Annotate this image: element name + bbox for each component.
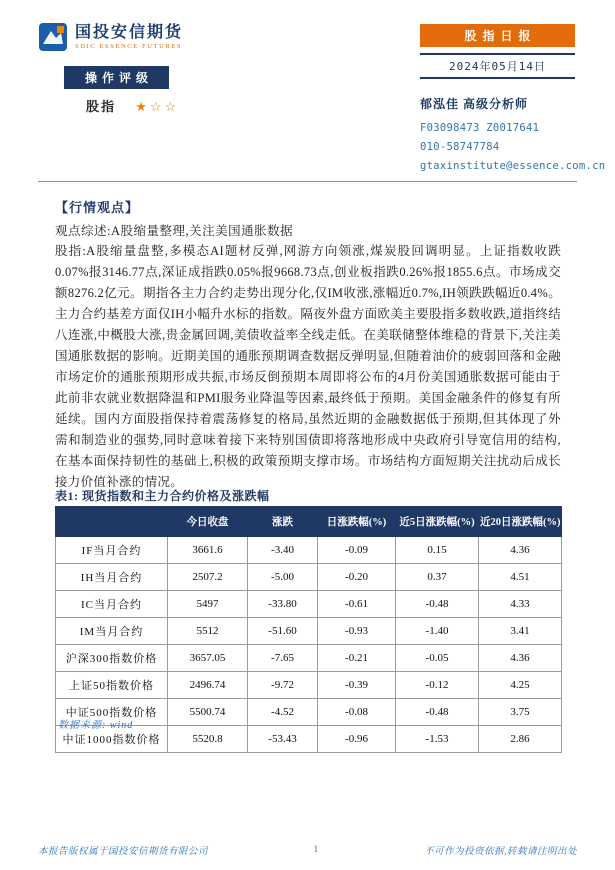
footer-page-number: 1 — [313, 845, 319, 855]
value-cell: 4.25 — [479, 672, 562, 699]
value-cell: 3657.05 — [168, 645, 248, 672]
report-date: 2024年05月14日 — [420, 53, 575, 79]
row-label-cell: 沪深300指数价格 — [56, 645, 168, 672]
table-header-cell: 今日收盘 — [168, 507, 248, 537]
table-row — [56, 564, 562, 591]
value-cell: 4.51 — [479, 564, 562, 591]
report-type-banner: 股指日报 — [420, 24, 575, 47]
rating-item-label: 股指 — [86, 99, 117, 114]
value-cell: -4.52 — [248, 699, 318, 726]
value-cell: -0.08 — [318, 699, 396, 726]
value-cell: -7.65 — [248, 645, 318, 672]
value-cell: -9.72 — [248, 672, 318, 699]
value-cell: -0.48 — [396, 699, 479, 726]
analyst-codes: F03098473 Z0017641 — [420, 122, 540, 134]
table-row — [56, 645, 562, 672]
value-cell: -0.48 — [396, 591, 479, 618]
row-label-cell: IH当月合约 — [56, 564, 168, 591]
value-cell: 5512 — [168, 618, 248, 645]
value-cell: 5520.8 — [168, 726, 248, 753]
value-cell: -1.53 — [396, 726, 479, 753]
table-corner-cell — [56, 507, 168, 537]
section-title: 【行情观点】 — [55, 200, 140, 215]
footer-copyright: 本报告版权属于国投安信期货有限公司 — [38, 847, 209, 857]
brand-name: 国投安信期货 — [75, 23, 184, 41]
row-label-cell: IC当月合约 — [56, 591, 168, 618]
value-cell: -53.43 — [248, 726, 318, 753]
value-cell: 5500.74 — [168, 699, 248, 726]
analyst-email: gtaxinstitute@essence.com.cn — [420, 160, 606, 172]
rating-stars: ★☆☆ — [135, 99, 180, 114]
value-cell: 2507.2 — [168, 564, 248, 591]
value-cell: 5497 — [168, 591, 248, 618]
brand — [38, 22, 183, 52]
value-cell: 3.41 — [479, 618, 562, 645]
analyst-block — [420, 95, 606, 179]
value-cell: 0.15 — [396, 537, 479, 564]
row-label-cell: 中证500指数价格 — [56, 699, 168, 726]
rating-line — [86, 96, 179, 115]
value-cell: 3661.6 — [168, 537, 248, 564]
value-cell: -0.93 — [318, 618, 396, 645]
table-title: 表1: 现货指数和主力合约价格及涨跌幅 — [55, 489, 270, 503]
header-divider — [38, 181, 577, 182]
value-cell: -0.21 — [318, 645, 396, 672]
market-commentary: 股指:A股缩量盘整,多模态AI题材反弹,网游方向领涨,煤炭股回调明显。上证指数收跌0.07%报3146.77点,深证成指跌0.05%报9668.73点,创业板指跌0.26%报1855.6点。市场成交额8276.2亿元。期指各主力合约走势出现分化,仅IM收涨,涨幅近0.7%,IH领跌跌幅近0.4%。主力合约基差方面仅IH小幅升水标的指数。隔夜外盘方面欧美主要股指多数收跌,道指终结八连涨,中概股大涨,贵金属回调,美债收益率全线走低。在美联储整体维稳的背景下,关注美国通胀数据的影响。近期美国的通胀预期调查数据反弹明显,但随着油价的疲弱回落和金融市场定价的通胀预期形成共振,市场反倒预期本周即将公布的4月份美国通胀数据可能由于此前非农就业数据降温和PMI服务业降温等因素,最终低于预期。美国金融条件的修复有所延续。国内方面股指保持着震荡修复的格局,虽然近期的金融数据低于预期,但其体现了外需和制造业的强势,同时意味着接下来特别国债即将落地形成中央政府引导宽信用的结构,在基本面保持韧性的基础上,积极的政策预期支撑市场。市场结构方面短期关注扰动后成长接力价值补涨的情况。 — [55, 244, 561, 489]
value-cell: -0.12 — [396, 672, 479, 699]
value-cell: 3.75 — [479, 699, 562, 726]
value-cell: -0.61 — [318, 591, 396, 618]
row-label-cell: 中证1000指数价格 — [56, 726, 168, 753]
value-cell: -0.20 — [318, 564, 396, 591]
value-cell: 0.37 — [396, 564, 479, 591]
data-source-note: 数据来源: wind — [58, 720, 134, 731]
value-cell: -5.00 — [248, 564, 318, 591]
brand-subtitle: SDIC ESSENCE FUTURES — [75, 43, 183, 51]
row-label-cell: 上证50指数价格 — [56, 672, 168, 699]
table-row — [56, 618, 562, 645]
value-cell: 2.86 — [479, 726, 562, 753]
value-cell: -0.09 — [318, 537, 396, 564]
brand-logo-icon — [38, 22, 68, 52]
value-cell: 4.33 — [479, 591, 562, 618]
value-cell: -1.40 — [396, 618, 479, 645]
table-header-cell: 近5日涨跌幅(%) — [396, 507, 479, 537]
analyst-phone: 010-58747784 — [420, 141, 500, 153]
table-row — [56, 591, 562, 618]
value-cell: -0.96 — [318, 726, 396, 753]
row-label-cell: IF当月合约 — [56, 537, 168, 564]
view-summary: 观点综述:A股缩量整理,关注美国通胀数据 — [55, 224, 294, 238]
table-header-cell: 日涨跌幅(%) — [318, 507, 396, 537]
value-cell: 2496.74 — [168, 672, 248, 699]
value-cell: 4.36 — [479, 537, 562, 564]
brand-text — [75, 24, 183, 51]
table-header-cell: 近20日涨跌幅(%) — [479, 507, 562, 537]
rating-box-label: 操作评级 — [64, 66, 169, 89]
value-cell: 4.36 — [479, 645, 562, 672]
value-cell: -0.05 — [396, 645, 479, 672]
page-footer — [38, 843, 577, 857]
analyst-name: 郁泓佳 高级分析师 — [420, 97, 529, 111]
value-cell: -51.60 — [248, 618, 318, 645]
value-cell: -0.39 — [318, 672, 396, 699]
header-right — [420, 24, 575, 79]
row-label-cell: IM当月合约 — [56, 618, 168, 645]
table-header-cell: 涨跌 — [248, 507, 318, 537]
table-row — [56, 537, 562, 564]
value-cell: -33.80 — [248, 591, 318, 618]
table-row — [56, 672, 562, 699]
table-head-row — [56, 507, 562, 537]
footer-disclaimer: 不可作为投资依据,转载请注明出处 — [424, 847, 577, 857]
value-cell: -3.40 — [248, 537, 318, 564]
